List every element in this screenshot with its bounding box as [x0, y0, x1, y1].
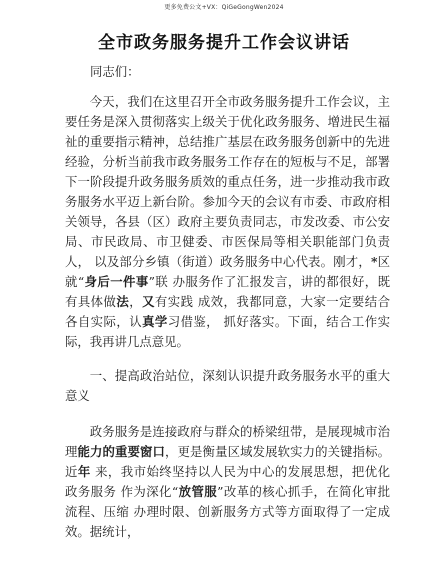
bold-text: 放管服	[178, 484, 218, 499]
document-body	[65, 92, 390, 542]
text-run: 来，我市始终坚持以人民为中心的发展思想，把优化政务服务 作为深化“	[65, 464, 390, 499]
text-run: ”联 办服务作了汇报发言，讲的都很好，既有具体做	[65, 274, 390, 309]
bold-text: 身后一件事	[84, 274, 149, 289]
text-run: 一、提高政治站位，深刻认识提升政务服务水平的重大意义	[65, 368, 390, 403]
bold-text: 能力的重要窗口	[77, 444, 166, 459]
salutation: 同志们：	[90, 64, 140, 79]
text-run: 政务服务是连接政府与群众的桥梁纽带，是展现城市治理	[65, 424, 390, 459]
text-run: 习借鉴， 抓好落实。下面，结合工作实际，我再讲几点意见。	[65, 314, 391, 349]
body-paragraph	[65, 422, 390, 542]
document-page	[0, 32, 448, 539]
text-run: 今天，我们在这里召开全市政务服务提升工作会议，主要任务是深入贯彻落实上级关于优化政务服务、增进民生福祉的重要指示精神，总结推广基层在政务服务创新中的先进经验，分析当前我市政务服务工作存在的短板与不足，部署下一阶段提升政务服务质效的重点任务，进一步推动我市政务服务水平迈上新台阶。参加今天的会议有市委、市政府相关领导，各县（区）政府主要负责同志，市发改委、市公安局、市民政局、市卫健委、市医保局等相关职能部门负责人， 以及部分乡镇（街道）政务服务中心代表。刚才，	[65, 94, 390, 269]
document-title: 全市政务服务提升工作会议讲话	[98, 33, 350, 53]
bold-text: *	[370, 254, 378, 269]
text-run: 区就“	[65, 254, 390, 289]
body-paragraph	[65, 92, 390, 352]
text-run: ，	[129, 294, 143, 309]
text-run: ，更是衡量区域发展软实力的关键指标。近	[65, 444, 391, 479]
section-heading	[65, 366, 390, 406]
bold-text: 真学	[142, 314, 168, 329]
bold-text: 年	[77, 464, 91, 479]
bold-text: 法	[116, 294, 130, 309]
bold-text: 又	[142, 294, 155, 309]
text-run: 有实践 成效，我都同意，大家一定要结合各自实际，认	[65, 294, 390, 329]
watermark-header: 更多免费公文+VX：QiGeGongWen2024	[164, 4, 284, 11]
text-run: ”改革的核心抓手，在简化审批流程、压缩 办理时限、创新服务方式等方面取得了一定成效。据统计，	[65, 484, 391, 539]
